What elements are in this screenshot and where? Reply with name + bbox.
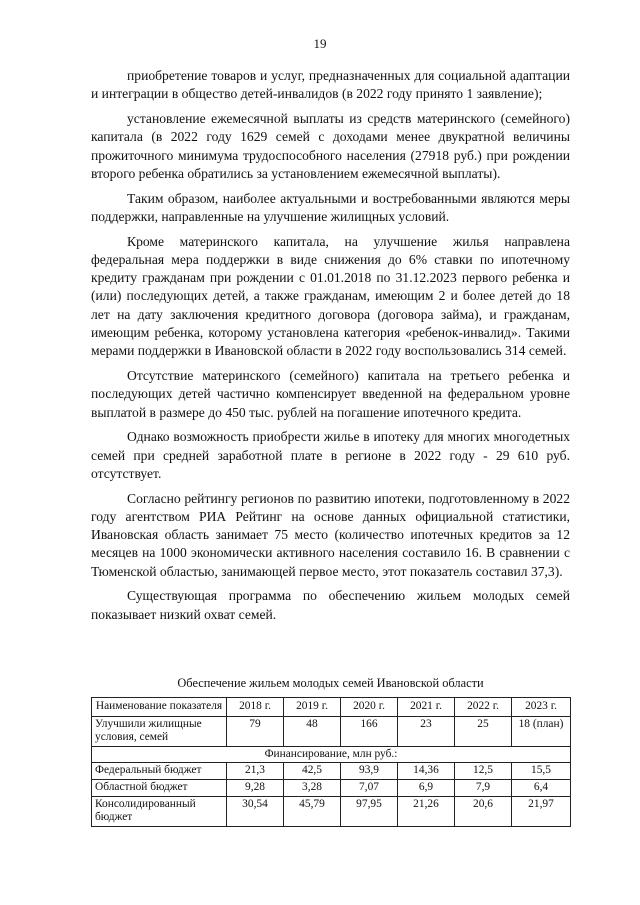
header-cell: Наименование показателя [92, 698, 227, 717]
row-label: Федеральный бюджет [92, 763, 227, 780]
paragraph: Существующая программа по обеспечению жильем молодых семей показывает низкий охват семей. [91, 588, 570, 622]
table-cell: 7,9 [455, 779, 512, 796]
paragraph: Однако возможность приобрести жилье в ипотеку для многих многодетных семей при средней заработной плате в регионе в 2022 году - 29 610 руб. отсутствует. [91, 429, 570, 481]
table-cell: 6,9 [398, 779, 455, 796]
table-cell: 18 (план) [512, 716, 571, 746]
header-cell: 2023 г. [512, 698, 571, 717]
table-cell: 42,5 [284, 763, 341, 780]
table-cell: 15,5 [512, 763, 571, 780]
paragraph: Отсутствие материнского (семейного) капитала на третьего ребенка и последующих детей частично компенсирует введенной на федеральном уровне выплатой в размере до 450 тыс. рублей на погашение ипотечного кредита. [91, 368, 570, 420]
housing-table [91, 697, 571, 827]
table-cell: 48 [284, 716, 341, 746]
header-cell: 2020 г. [341, 698, 398, 717]
paragraph: Согласно рейтингу регионов по развитию ипотеки, подготовленному в 2022 году агентством РИА Рейтинг на основе данных официальной статистики, Ивановская область занимает 75 место (количество ипотечных кредитов за 12 месяцев на 1000 экономически активного населения составило 16. В сравнении с Тюменской областью, занимающей первое место, этот показатель составил 37,3). [91, 490, 570, 579]
table-section-row [92, 746, 571, 763]
table-cell: 14,36 [398, 763, 455, 780]
table-cell: 9,28 [227, 779, 284, 796]
paragraph: Таким образом, наиболее актуальными и востребованными являются меры поддержки, направленные на улучшение жилищных условий. [91, 190, 570, 224]
header-cell: 2021 г. [398, 698, 455, 717]
table-cell: 7,07 [341, 779, 398, 796]
table-cell: 166 [341, 716, 398, 746]
header-cell: 2022 г. [455, 698, 512, 717]
table-header-row [92, 698, 571, 717]
paragraph: приобретение товаров и услуг, предназначенных для социальной адаптации и интеграции в общество детей-инвалидов (в 2022 году принято 1 заявление); [91, 68, 570, 102]
table-row [92, 763, 571, 780]
table-cell: 45,79 [284, 796, 341, 826]
table-cell: 25 [455, 716, 512, 746]
table-cell: 93,9 [341, 763, 398, 780]
table-row [92, 716, 571, 746]
row-label: Консолидированный бюджет [92, 796, 227, 826]
page-number: 19 [313, 36, 327, 51]
table-cell: 20,6 [455, 796, 512, 826]
table-cell: 79 [227, 716, 284, 746]
table-cell: 21,26 [398, 796, 455, 826]
table-cell: 21,3 [227, 763, 284, 780]
paragraph: Кроме материнского капитала, на улучшение жилья направлена федеральная мера поддержки в виде снижения до 6% ставки по ипотечному кредиту гражданам при рождении с 01.01.2018 по 31.12.2023 первого ребенка и (или) последующих детей, а также гражданам, имеющим 2 и более детей до 18 лет на дату заключения кредитного договора (договора займа), и гражданам, имеющим ребенка, которому установлена категория «ребенок-инвалид». Такими мерами поддержки в Ивановской области в 2022 году воспользовались 314 семей. [91, 233, 570, 359]
table-cell: 12,5 [455, 763, 512, 780]
table-row [92, 796, 571, 826]
table-cell: 23 [398, 716, 455, 746]
table-cell: 6,4 [512, 779, 571, 796]
table-cell: 30,54 [227, 796, 284, 826]
table-row [92, 779, 571, 796]
table-title: Обеспечение жильем молодых семей Ивановской области [177, 676, 484, 690]
table-cell: 21,97 [512, 796, 571, 826]
financing-label: Финансирование, млн руб.: [92, 746, 571, 763]
body-text [91, 67, 570, 630]
paragraph: установление ежемесячной выплаты из средств материнского (семейного) капитала (в 2022 году 1629 семей с доходами менее двукратной величины прожиточного минимума трудоспособного населения (27918 руб.) при рождении второго ребенка обратились за установлением ежемесячной выплаты). [91, 110, 570, 181]
row-label: Областной бюджет [92, 779, 227, 796]
table-cell: 97,95 [341, 796, 398, 826]
header-cell: 2018 г. [227, 698, 284, 717]
table-cell: 3,28 [284, 779, 341, 796]
header-cell: 2019 г. [284, 698, 341, 717]
row-label: Улучшили жилищные условия, семей [92, 716, 227, 746]
